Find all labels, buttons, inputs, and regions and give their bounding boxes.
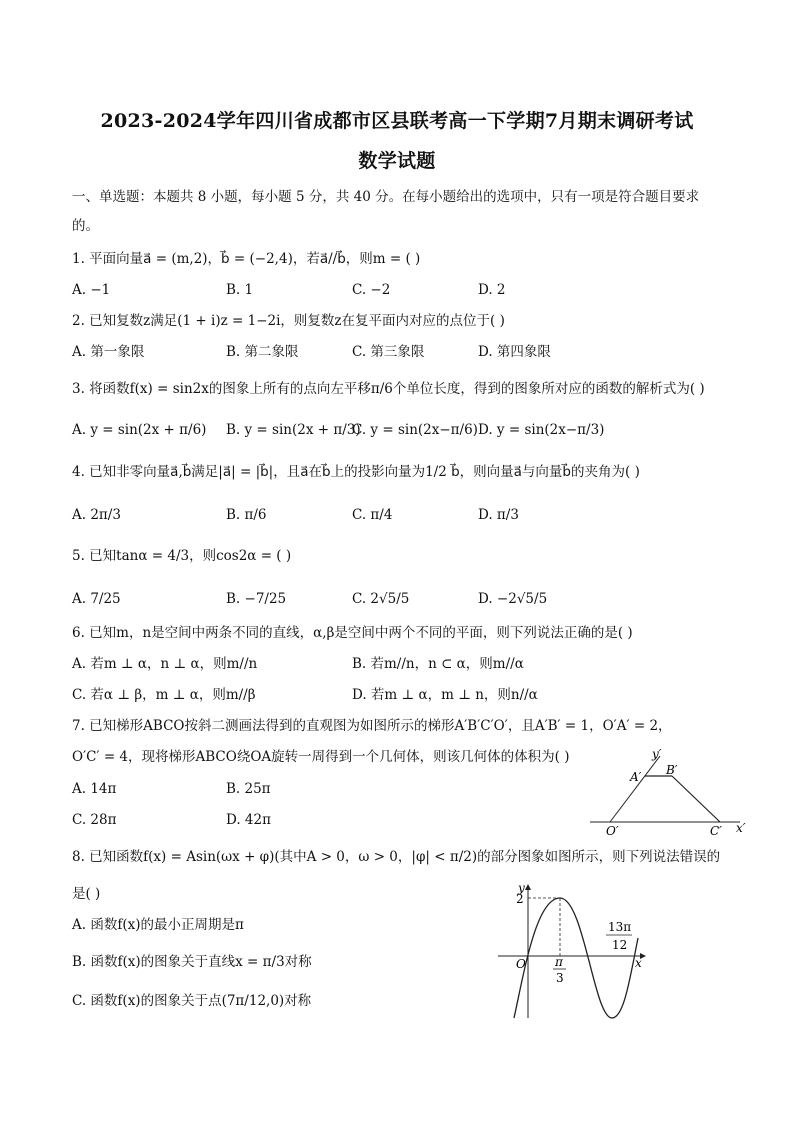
label-12: 12 xyxy=(612,938,628,952)
question-8-option-c: C. 函数f(x)的图象关于点(7π/12,0)对称 xyxy=(72,993,312,1009)
question-4-option-a: A. 2π/3 xyxy=(72,507,121,523)
label-y-prime: y′ xyxy=(652,747,662,761)
question-1-option-a: A. −1 xyxy=(72,282,111,298)
trapezoid-right xyxy=(672,776,720,822)
y-axis-arrow-icon xyxy=(525,884,531,890)
page-title: 2023-2024学年四川省成都市区县联考高一下学期7月期末调研考试 xyxy=(100,110,694,132)
question-2-option-c: C. 第三象限 xyxy=(352,344,425,360)
question-1-option-b: B. 1 xyxy=(226,282,254,298)
question-6-option-c: C. 若α ⊥ β，m ⊥ α，则m//β xyxy=(72,687,256,703)
section-intro-line2: 的。 xyxy=(72,218,99,234)
question-2-option-a: A. 第一象限 xyxy=(72,344,145,360)
question-1-stem: 1. 平面向量a⃗ = (m,2)，b⃗ = (−2,4)，若a⃗//b⃗，则m = ( ) xyxy=(72,251,421,267)
label-13pi: 13π xyxy=(608,920,632,934)
question-2-option-d: D. 第四象限 xyxy=(478,344,551,360)
question-5-stem: 5. 已知tanα = 4/3，则cos2α = ( ) xyxy=(72,548,292,564)
y-prime-axis xyxy=(610,756,660,822)
question-7-option-d: D. 42π xyxy=(226,812,271,828)
figure-7-trapezoid xyxy=(580,740,756,840)
question-6-option-b: B. 若m//n，n ⊂ α，则m//α xyxy=(352,656,524,672)
question-7-stem-2: O′C′ = 4，现将梯形ABCO绕OA旋转一周得到一个几何体，则该几何体的体积为( ) xyxy=(72,749,570,765)
question-7-option-a: A. 14π xyxy=(72,781,117,797)
question-3-option-c: C. y = sin(2x−π/6) xyxy=(352,422,478,438)
figure-8-sine-graph xyxy=(494,878,654,1023)
label-y: y xyxy=(518,881,525,895)
question-7-stem: 7. 已知梯形ABCO按斜二测画法得到的直观图为如图所示的梯形A′B′C′O′，且A′B′ = 1，O′A′ = 2， xyxy=(72,718,672,734)
question-5-option-c: C. 2√5/5 xyxy=(352,591,410,607)
question-5-option-d: D. −2√5/5 xyxy=(478,591,548,607)
label-pi: π xyxy=(555,955,563,969)
question-3-option-d: D. y = sin(2x−π/3) xyxy=(478,422,605,438)
question-7-option-c: C. 28π xyxy=(72,812,117,828)
question-3-option-b: B. y = sin(2x + π/3) xyxy=(226,422,361,438)
question-8-stem: 8. 已知函数f(x) = Asin(ωx + φ)(其中A > 0，ω > 0，|φ| < π/2)的部分图象如图所示，则下列说法错误的 xyxy=(72,849,721,865)
sine-curve xyxy=(514,898,638,1018)
question-8-stem-2: 是( ) xyxy=(72,886,101,902)
question-2-option-b: B. 第二象限 xyxy=(226,344,299,360)
question-8-option-a: A. 函数f(x)的最小正周期是π xyxy=(72,917,244,933)
label-2: 2 xyxy=(516,892,524,906)
label-a-prime: A′ xyxy=(630,770,642,784)
question-3-stem: 3. 将函数f(x) = sin2x的图象上所有的点向左平移π/6个单位长度，得到的图象所对应的函数的解析式为( ) xyxy=(72,381,705,397)
question-2-stem: 2. 已知复数z满足(1 + i)z = 1−2i，则复数z在复平面内对应的点位于( ) xyxy=(72,313,505,329)
question-5-option-a: A. 7/25 xyxy=(72,591,121,607)
question-3-option-a: A. y = sin(2x + π/6) xyxy=(72,422,207,438)
label-x: x xyxy=(635,956,642,970)
question-6-stem: 6. 已知m，n是空间中两条不同的直线，α,β是空间中两个不同的平面，则下列说法正确的是( ) xyxy=(72,625,633,641)
question-7-option-b: B. 25π xyxy=(226,781,271,797)
question-6-option-a: A. 若m ⊥ α，n ⊥ α，则m//n xyxy=(72,656,258,672)
label-x-prime: x′ xyxy=(736,821,746,835)
question-4-option-c: C. π/4 xyxy=(352,507,393,523)
question-4-option-d: D. π/3 xyxy=(478,507,519,523)
label-c-prime: C′ xyxy=(710,824,722,838)
label-b-prime: B′ xyxy=(666,763,678,777)
label-3: 3 xyxy=(556,971,564,985)
label-origin: O xyxy=(516,957,526,971)
question-1-option-c: C. −2 xyxy=(352,282,391,298)
question-6-option-d: D. 若m ⊥ α，m ⊥ n，则n//α xyxy=(352,687,538,703)
section-intro-line1: 一、单选题：本题共 8 小题，每小题 5 分，共 40 分。在每小题给出的选项中，只有一项是符合题目要求 xyxy=(72,189,700,205)
page-subtitle: 数学试题 xyxy=(358,150,436,172)
question-4-stem: 4. 已知非零向量a⃗,b⃗满足|a⃗| = |b⃗|，且a⃗在b⃗上的投影向量为1/2 b⃗，则向量a⃗与向量b⃗的夹角为( ) xyxy=(72,464,640,480)
question-1-option-d: D. 2 xyxy=(478,282,506,298)
question-5-option-b: B. −7/25 xyxy=(226,591,287,607)
label-o-prime: O′ xyxy=(606,824,619,838)
question-8-option-b: B. 函数f(x)的图象关于直线x = π/3对称 xyxy=(72,954,312,970)
question-4-option-b: B. π/6 xyxy=(226,507,267,523)
